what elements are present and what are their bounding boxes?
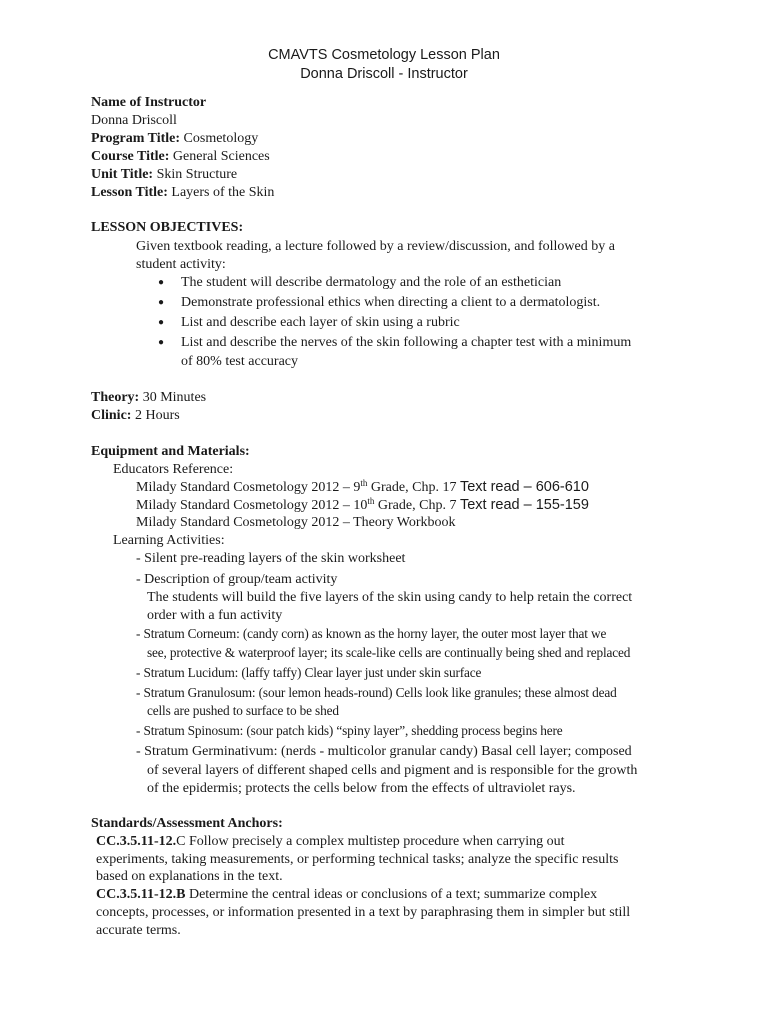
bullet-icon: ● [158, 277, 165, 288]
activity-item: - Stratum Corneum: (candy corn) as known as the horny layer, the outer most layer that we [136, 626, 607, 641]
theory-time: Theory: 30 Minutes [91, 390, 207, 405]
objectives-intro-cont: student activity: [136, 257, 226, 272]
activity-item-cont: cells are pushed to surface to be shed [147, 703, 339, 718]
activity-item-cont: of the epidermis; protects the cells below from the effects of ultraviolet rays. [147, 781, 576, 796]
activity-item: - Silent pre-reading layers of the skin worksheet [136, 551, 406, 566]
objective-item: The student will describe dermatology and the role of an esthetician [181, 275, 562, 290]
activity-item-cont: see, protective & waterproof layer; its scale-like cells are continually being shed and replaced [147, 645, 631, 660]
equipment-heading: Equipment and Materials: [91, 444, 250, 459]
instructor-name: Donna Driscoll [91, 113, 177, 128]
objective-item: List and describe the nerves of the skin following a chapter test with a minimum [181, 335, 632, 350]
name-of-instructor-label: Name of Instructor [91, 95, 207, 110]
reference-item: Milady Standard Cosmetology 2012 – Theory Workbook [136, 515, 456, 530]
document-header [0, 46, 768, 84]
program-title: Program Title: Cosmetology [91, 131, 259, 146]
activity-item: - Stratum Spinosum: (sour patch kids) “spiny layer”, shedding process begins here [136, 723, 563, 738]
objectives-heading: LESSON OBJECTIVES: [91, 220, 244, 235]
activity-item: - Stratum Lucidum: (laffy taffy) Clear layer just under skin surface [136, 665, 482, 680]
bullet-icon: ● [158, 317, 165, 328]
activity-item-cont: The students will build the five layers of the skin using candy to help retain the correct [147, 590, 633, 605]
document-title: CMAVTS Cosmetology Lesson Plan [268, 47, 500, 63]
activity-item: - Stratum Granulosum: (sour lemon heads-round) Cells look like granules; these almost dead [136, 685, 617, 700]
instructor-subtitle: Donna Driscoll - Instructor [300, 66, 468, 82]
standard-item: CC.3.5.11-12.B Determine the central ideas or conclusions of a text; summarize complex [96, 887, 598, 902]
activity-item-cont: of several layers of different shaped cells and pigment and is responsible for the growth [147, 763, 638, 778]
standard-item-cont: concepts, processes, or information presented in a text by paraphrasing them in simpler but still [96, 905, 631, 920]
activity-item: - Stratum Germinativum: (nerds - multicolor granular candy) Basal cell layer; composed [136, 744, 632, 759]
standard-item-cont: based on explanations in the text. [96, 869, 283, 884]
learning-activities-label: Learning Activities: [113, 533, 225, 548]
objective-item: Demonstrate professional ethics when directing a client to a dermatologist. [181, 295, 601, 310]
activity-item-cont: order with a fun activity [147, 608, 283, 623]
educators-reference-label: Educators Reference: [113, 462, 234, 477]
standard-item-cont: experiments, taking measurements, or performing technical tasks; analyze the specific results [96, 852, 619, 867]
lesson-title: Lesson Title: Layers of the Skin [91, 185, 275, 200]
objective-item: List and describe each layer of skin using a rubric [181, 315, 460, 330]
objectives-intro: Given textbook reading, a lecture followed by a review/discussion, and followed by a [136, 239, 615, 254]
standard-item: CC.3.5.11-12.C Follow precisely a complex multistep procedure when carrying out [96, 834, 565, 849]
course-title: Course Title: General Sciences [91, 149, 270, 164]
reference-item: Milady Standard Cosmetology 2012 – 9th Grade, Chp. 17 Text read – 606-610 [136, 478, 589, 495]
bullet-icon: ● [158, 337, 165, 348]
bullet-icon: ● [158, 297, 165, 308]
standards-heading: Standards/Assessment Anchors: [91, 816, 283, 831]
unit-title: Unit Title: Skin Structure [91, 167, 238, 182]
objective-item-cont: of 80% test accuracy [181, 354, 298, 369]
standard-item-cont: accurate terms. [96, 923, 181, 938]
reference-item: Milady Standard Cosmetology 2012 – 10th Grade, Chp. 7 Text read – 155-159 [136, 496, 589, 513]
clinic-time: Clinic: 2 Hours [91, 408, 180, 423]
activity-item: - Description of group/team activity [136, 572, 338, 587]
